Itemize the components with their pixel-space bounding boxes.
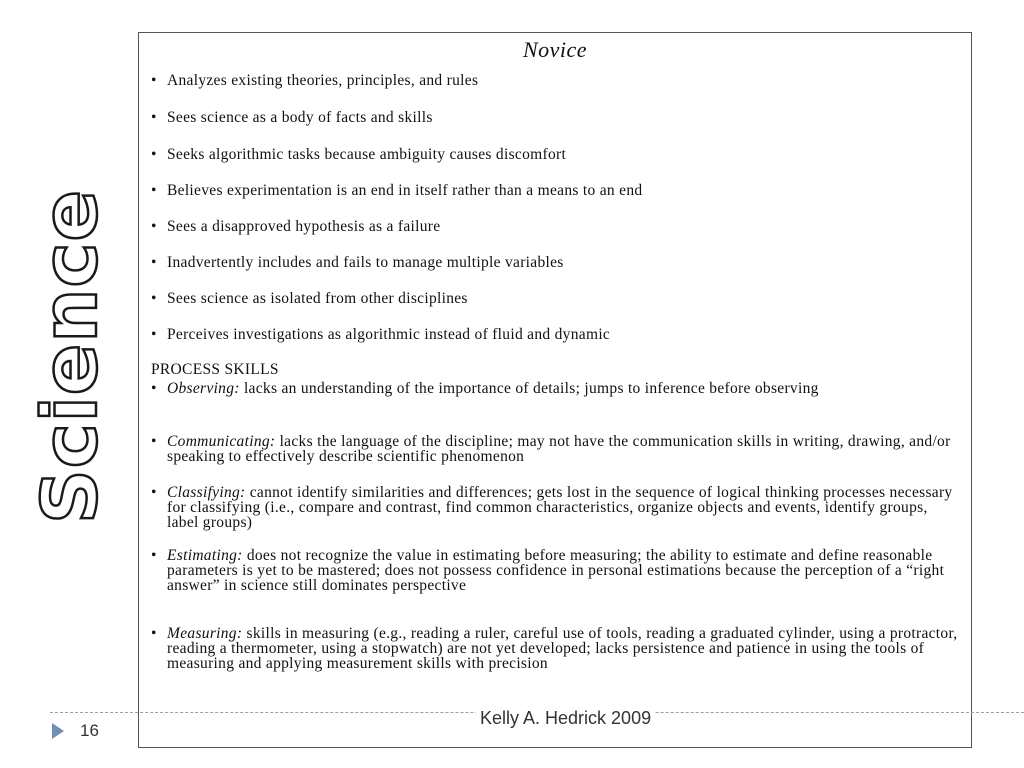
side-title-text: Science: [25, 188, 115, 524]
list-item: [151, 147, 961, 162]
process-skill-description: lacks an understanding of the importance of details; jumps to inference before observing: [243, 380, 819, 397]
bullet-dot: •: [151, 290, 157, 307]
process-skill-text: [151, 485, 961, 530]
list-item: [151, 255, 961, 270]
process-skill-text: [151, 434, 961, 464]
list-item: [151, 110, 961, 125]
slide-number: 16: [80, 721, 99, 740]
process-skill-term: Measuring:: [167, 625, 243, 642]
bullet-dot: •: [151, 218, 157, 235]
process-skill-item: [151, 381, 961, 396]
process-skill-term: Observing:: [167, 380, 240, 397]
bullet-dot: •: [151, 625, 157, 642]
list-item: [151, 219, 961, 234]
list-item: [151, 291, 961, 306]
bullet-dot: •: [151, 182, 157, 199]
list-item-text: Seeks algorithmic tasks because ambiguity causes discomfort: [167, 146, 567, 163]
bullet-dot: •: [151, 109, 157, 126]
process-skill-term: Estimating:: [167, 547, 243, 564]
list-item: [151, 73, 961, 88]
process-skill-item: [151, 548, 961, 593]
bullet-dot: •: [151, 484, 157, 501]
process-skill-term: Communicating:: [167, 433, 276, 450]
list-item: [151, 327, 961, 342]
process-skill-text: [151, 381, 961, 396]
side-title: [25, 188, 115, 524]
list-item-text: Analyzes existing theories, principles, and rules: [167, 72, 479, 89]
process-skills-heading: PROCESS SKILLS: [151, 361, 279, 378]
bullet-dot: •: [151, 326, 157, 343]
list-item-text: Sees science as a body of facts and skills: [167, 109, 433, 126]
bullet-dot: •: [151, 254, 157, 271]
process-skill-description: does not recognize the value in estimating before measuring; the ability to estimate and define reasonable parameters is yet to be mastered; does not possess confidence in personal estimations because the perception of a “right answer” in science still dominates perspective: [167, 547, 945, 594]
process-skill-term: Classifying:: [167, 484, 246, 501]
process-skill-description: skills in measuring (e.g., reading a ruler, careful use of tools, reading a graduated cylinder, using a protractor, reading a thermometer, using a stopwatch) are not yet developed; lacks persistence and patience in using the tools of measuring and applying measurement skills with precision: [167, 625, 958, 672]
content-image-frame: [138, 32, 972, 748]
footer-credit: Kelly A. Hedrick 2009: [476, 708, 655, 729]
bullet-dot: •: [151, 72, 157, 89]
list-item-text: Believes experimentation is an end in itself rather than a means to an end: [167, 182, 643, 199]
list-item-text: Perceives investigations as algorithmic instead of fluid and dynamic: [167, 326, 611, 343]
bullet-dot: •: [151, 547, 157, 564]
bullet-dot: •: [151, 433, 157, 450]
list-item-text: Sees a disapproved hypothesis as a failure: [167, 218, 441, 235]
slide-marker-triangle-icon: [52, 723, 64, 739]
process-skill-item: [151, 434, 961, 464]
content-heading: Novice: [522, 37, 588, 62]
process-skill-description: lacks the language of the discipline; may not have the communication skills in writing, drawing, and/or speaking to effectively describe scientific phenomenon: [167, 433, 951, 465]
bullet-dot: •: [151, 380, 157, 397]
process-skill-item: [151, 626, 961, 671]
list-item-text: Inadvertently includes and fails to manage multiple variables: [167, 254, 564, 271]
list-item: [151, 183, 961, 198]
process-skill-text: [151, 548, 961, 593]
process-skill-description: cannot identify similarities and differences; gets lost in the sequence of logical thinking processes necessary for classifying (i.e., compare and contrast, find common characteristics, organize objects and events, identify groups, label groups): [167, 484, 953, 531]
process-skill-text: [151, 626, 961, 671]
process-skill-item: [151, 485, 961, 530]
bullet-dot: •: [151, 146, 157, 163]
list-item-text: Sees science as isolated from other disciplines: [167, 290, 468, 307]
